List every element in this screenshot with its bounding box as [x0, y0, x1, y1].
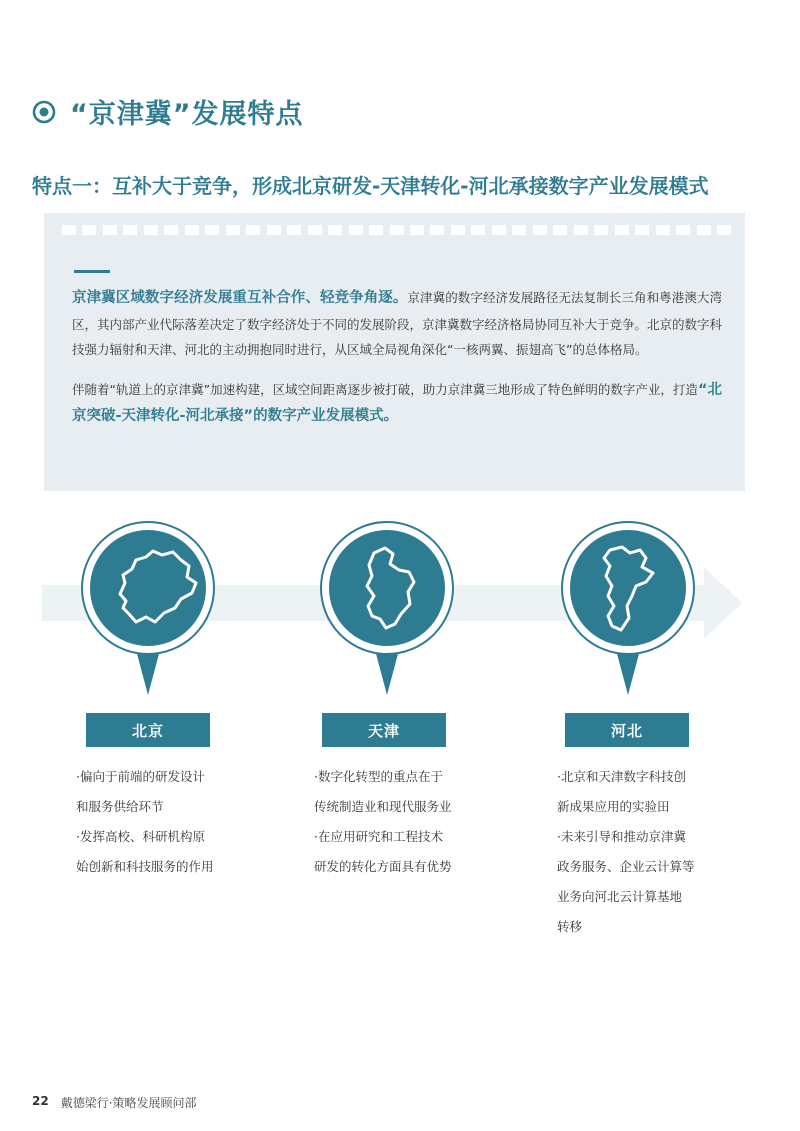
panel-paragraph-1-body: 京津冀的数字经济发展路径无法复制长三角和粤港澳大湾区，其内部产业代际落差决定了数字经济处于不同的发展阶段，京津冀数字经济格局协同互补大于竞争。北京的数字科技强力辐射和天津、河北的主动拥抱同时进行，从区域全局视角深化“一核两翼、振翅高飞”的总体格局。 [72, 290, 723, 357]
info-panel [44, 213, 745, 491]
description-line: ·未来引导和推动京津冀 [557, 829, 686, 844]
description-line: ·北京和天津数字科技创 [557, 769, 686, 784]
description-line: ·发挥高校、科研机构原 [76, 829, 205, 844]
page-title: “京津冀”发展特点 [70, 99, 304, 130]
panel-model-highlight: “北京突破-天津转化-河北承接”的数字产业发展模式。 [72, 381, 722, 424]
beijing-description [76, 762, 214, 882]
description-line: 始创新和科技服务的作用 [76, 859, 214, 874]
tianjin-label: 天津 [322, 713, 446, 747]
hebei-label: 河北 [565, 713, 689, 747]
description-line: 研发的转化方面具有优势 [314, 859, 452, 874]
feature-heading: 特点一：互补大于竞争，形成北京研发-天津转化-河北承接数字产业发展模式 [32, 174, 709, 198]
description-line: 业务向河北云计算基地 [557, 889, 683, 904]
hebei-map-pin [560, 520, 696, 696]
description-line: 传统制造业和现代服务业 [314, 799, 452, 814]
hebei-description [557, 762, 695, 942]
beijing-label: 北京 [86, 713, 210, 747]
flow-arrow-head-icon [704, 567, 742, 639]
description-line: ·在应用研究和工程技术 [314, 829, 443, 844]
description-line: 转移 [557, 919, 583, 934]
page-number: 22 [32, 1094, 49, 1108]
panel-accent-bar [74, 270, 110, 273]
panel-dash-decoration [62, 225, 731, 235]
panel-body [72, 285, 722, 444]
panel-paragraph-1 [72, 285, 722, 363]
description-line: ·数字化转型的重点在于 [314, 769, 443, 784]
tianjin-map-pin [319, 520, 455, 696]
description-line: 和服务供给环节 [76, 799, 164, 814]
panel-paragraph-2 [72, 377, 722, 430]
description-line: 新成果应用的实验田 [557, 799, 670, 814]
beijing-map-pin [80, 520, 216, 696]
page-footer [32, 1094, 197, 1111]
description-line: 政务服务、企业云计算等 [557, 859, 695, 874]
description-line: ·偏向于前端的研发设计 [76, 769, 205, 784]
panel-paragraph-2-body: 伴随着“轨道上的京津冀”加速构建，区域空间距离逐步被打破，助力京津冀三地形成了特色鲜明的数字产业，打造 [72, 381, 698, 397]
target-bullet-icon [32, 100, 56, 124]
tianjin-description [314, 762, 452, 882]
section-title-row [32, 92, 304, 131]
panel-lead-highlight: 京津冀区域数字经济发展重互补合作、轻竞争角逐。 [72, 290, 408, 306]
footer-org: 戴德梁行·策略发展顾问部 [60, 1096, 197, 1110]
